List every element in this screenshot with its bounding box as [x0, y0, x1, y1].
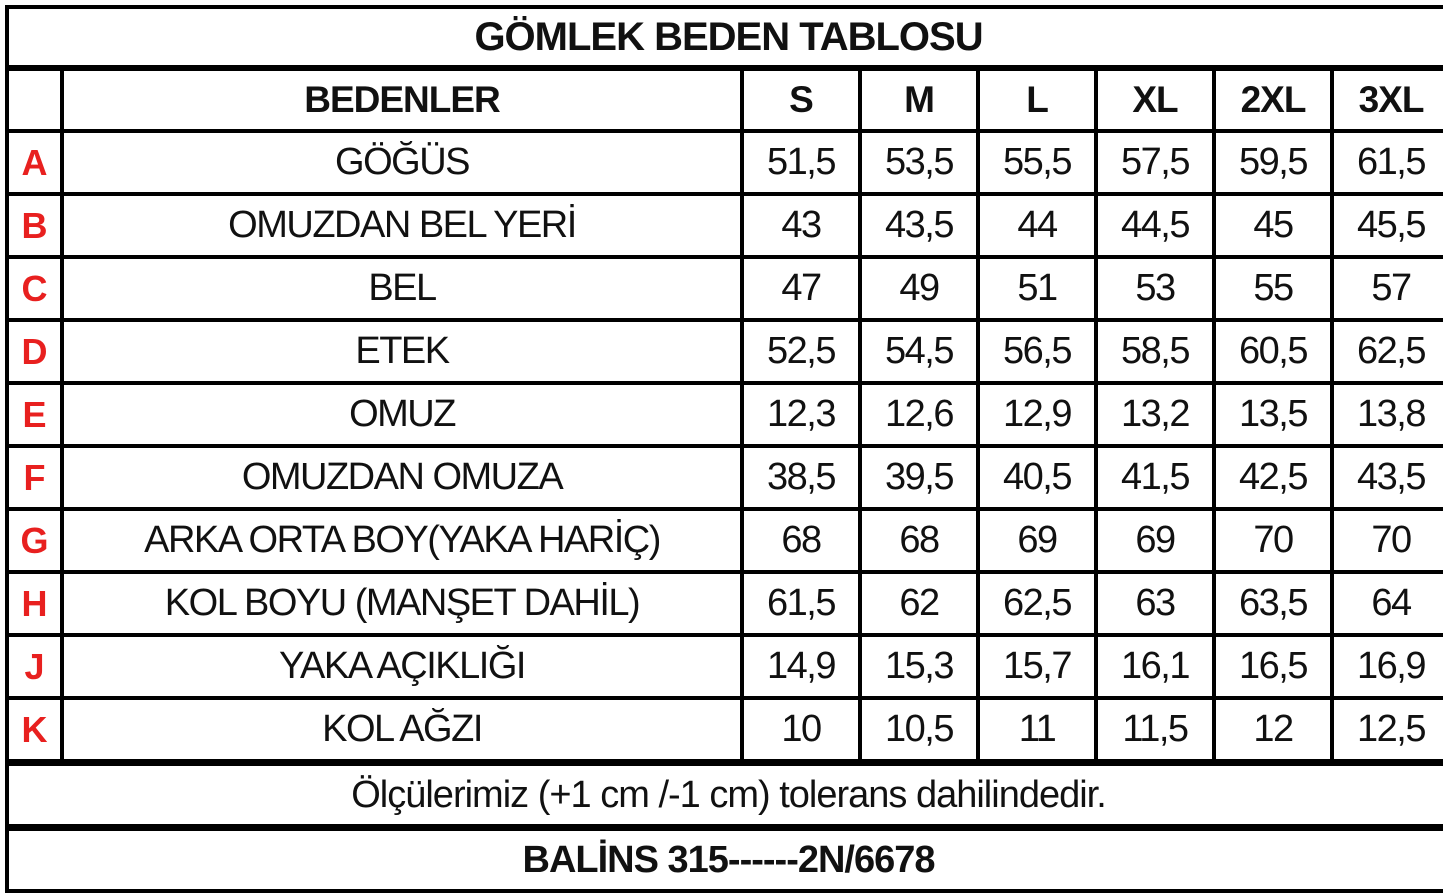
measure-value: 62 — [860, 572, 978, 635]
table-row-e — [7, 383, 1443, 446]
header-size-m: M — [860, 68, 978, 131]
measure-value: 58,5 — [1096, 320, 1214, 383]
measure-value: 59,5 — [1214, 131, 1332, 194]
header-size-xl: XL — [1096, 68, 1214, 131]
measure-value: 39,5 — [860, 446, 978, 509]
row-letter: B — [7, 194, 62, 257]
size-chart-table — [5, 5, 1443, 893]
product-code: BALİNS 315------2N/6678 — [7, 828, 1443, 892]
measure-value: 11,5 — [1096, 698, 1214, 763]
measure-label: ETEK — [62, 320, 742, 383]
row-letter: A — [7, 131, 62, 194]
measure-value: 16,1 — [1096, 635, 1214, 698]
measure-value: 70 — [1214, 509, 1332, 572]
table-row-j — [7, 635, 1443, 698]
measure-value: 47 — [742, 257, 860, 320]
measure-value: 43,5 — [1332, 446, 1443, 509]
measure-value: 45 — [1214, 194, 1332, 257]
measure-label: OMUZDAN BEL YERİ — [62, 194, 742, 257]
tolerance-note: Ölçülerimiz (+1 cm /-1 cm) tolerans dahilindedir. — [7, 763, 1443, 828]
measure-value: 62,5 — [1332, 320, 1443, 383]
measure-label: BEL — [62, 257, 742, 320]
measure-value: 63 — [1096, 572, 1214, 635]
tolerance-note-row — [7, 763, 1443, 828]
measure-value: 16,9 — [1332, 635, 1443, 698]
measure-value: 41,5 — [1096, 446, 1214, 509]
row-letter: G — [7, 509, 62, 572]
measure-value: 52,5 — [742, 320, 860, 383]
measure-value: 12 — [1214, 698, 1332, 763]
measure-label: OMUZ — [62, 383, 742, 446]
header-row — [7, 68, 1443, 131]
measure-value: 62,5 — [978, 572, 1096, 635]
measure-value: 57 — [1332, 257, 1443, 320]
table-row-f — [7, 446, 1443, 509]
measure-value: 12,3 — [742, 383, 860, 446]
row-letter: D — [7, 320, 62, 383]
measure-value: 57,5 — [1096, 131, 1214, 194]
measure-label: KOL BOYU (MANŞET DAHİL) — [62, 572, 742, 635]
measure-value: 64 — [1332, 572, 1443, 635]
table-row-g — [7, 509, 1443, 572]
table-row-a — [7, 131, 1443, 194]
table-row-d — [7, 320, 1443, 383]
measure-value: 69 — [978, 509, 1096, 572]
measure-value: 60,5 — [1214, 320, 1332, 383]
measure-value: 43,5 — [860, 194, 978, 257]
row-letter: H — [7, 572, 62, 635]
measure-value: 12,9 — [978, 383, 1096, 446]
measure-value: 56,5 — [978, 320, 1096, 383]
header-corner-cell — [7, 68, 62, 131]
measure-label: KOL AĞZI — [62, 698, 742, 763]
measure-value: 53 — [1096, 257, 1214, 320]
row-letter: E — [7, 383, 62, 446]
table-row-h — [7, 572, 1443, 635]
measure-value: 61,5 — [1332, 131, 1443, 194]
measure-value: 12,5 — [1332, 698, 1443, 763]
page-title: GÖMLEK BEDEN TABLOSU — [7, 7, 1443, 68]
header-size-2xl: 2XL — [1214, 68, 1332, 131]
measure-value: 44 — [978, 194, 1096, 257]
product-code-row — [7, 828, 1443, 892]
measure-value: 16,5 — [1214, 635, 1332, 698]
measure-label: OMUZDAN OMUZA — [62, 446, 742, 509]
measure-value: 55 — [1214, 257, 1332, 320]
row-letter: C — [7, 257, 62, 320]
measure-value: 40,5 — [978, 446, 1096, 509]
measure-value: 15,3 — [860, 635, 978, 698]
measure-label: GÖĞÜS — [62, 131, 742, 194]
measure-label: ARKA ORTA BOY(YAKA HARİÇ) — [62, 509, 742, 572]
measure-value: 44,5 — [1096, 194, 1214, 257]
measure-value: 11 — [978, 698, 1096, 763]
measure-value: 51,5 — [742, 131, 860, 194]
measure-value: 13,8 — [1332, 383, 1443, 446]
table-row-b — [7, 194, 1443, 257]
measure-value: 68 — [742, 509, 860, 572]
row-letter: J — [7, 635, 62, 698]
measure-value: 13,5 — [1214, 383, 1332, 446]
row-letter: K — [7, 698, 62, 763]
measure-value: 43 — [742, 194, 860, 257]
measure-value: 55,5 — [978, 131, 1096, 194]
measure-value: 15,7 — [978, 635, 1096, 698]
measure-value: 38,5 — [742, 446, 860, 509]
header-size-3xl: 3XL — [1332, 68, 1443, 131]
measure-label: YAKA AÇIKLIĞI — [62, 635, 742, 698]
table-row-c — [7, 257, 1443, 320]
measure-value: 61,5 — [742, 572, 860, 635]
measure-value: 70 — [1332, 509, 1443, 572]
measure-value: 49 — [860, 257, 978, 320]
measure-value: 69 — [1096, 509, 1214, 572]
measure-value: 53,5 — [860, 131, 978, 194]
measure-value: 13,2 — [1096, 383, 1214, 446]
header-label-bedenler: BEDENLER — [62, 68, 742, 131]
row-letter: F — [7, 446, 62, 509]
measure-value: 42,5 — [1214, 446, 1332, 509]
measure-value: 10,5 — [860, 698, 978, 763]
measure-value: 45,5 — [1332, 194, 1443, 257]
title-row — [7, 7, 1443, 68]
measure-value: 68 — [860, 509, 978, 572]
measure-value: 12,6 — [860, 383, 978, 446]
measure-value: 14,9 — [742, 635, 860, 698]
table-row-k — [7, 698, 1443, 763]
measure-value: 51 — [978, 257, 1096, 320]
header-size-l: L — [978, 68, 1096, 131]
measure-value: 63,5 — [1214, 572, 1332, 635]
measure-value: 54,5 — [860, 320, 978, 383]
header-size-s: S — [742, 68, 860, 131]
measure-value: 10 — [742, 698, 860, 763]
